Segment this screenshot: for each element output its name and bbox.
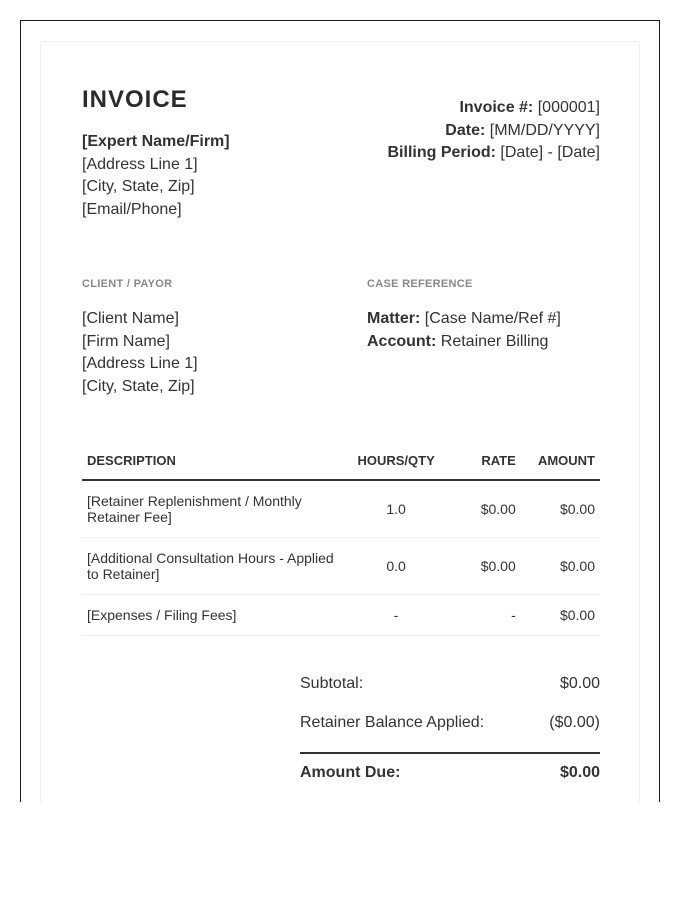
sender-name: [Expert Name/Firm] — [82, 133, 230, 150]
header-rate: RATE — [449, 442, 521, 480]
row-amount: $0.00 — [521, 480, 600, 538]
row-amount: $0.00 — [521, 595, 600, 636]
matter-row — [367, 308, 561, 331]
sender-address: [Address Line 1] — [82, 155, 198, 173]
header-hours: HOURS/QTY — [344, 442, 449, 480]
row-description: [Retainer Replenishment / Monthly Retainer Fee] — [82, 480, 344, 538]
account-value: Retainer Billing — [440, 332, 549, 350]
matter-value: [Case Name/Ref #] — [424, 310, 561, 327]
row-amount: $0.00 — [521, 538, 600, 595]
subtotal-label: Subtotal: — [300, 675, 364, 692]
header-description: DESCRIPTION — [82, 442, 344, 480]
retainer-applied-value: ($0.00) — [549, 714, 600, 731]
row-rate: - — [449, 595, 521, 636]
client-section-label: CLIENT / PAYOR — [82, 278, 173, 290]
line-items-table — [82, 442, 600, 636]
client-block — [82, 308, 198, 398]
row-rate: $0.00 — [449, 480, 521, 538]
amount-due-label: Amount Due: — [300, 764, 401, 781]
invoice-date-label: Date: — [445, 121, 486, 139]
invoice-number-value: [000001] — [537, 99, 600, 116]
table-row — [82, 595, 600, 636]
invoice-title: INVOICE — [82, 86, 188, 113]
subtotal-row — [300, 675, 600, 697]
case-section-label: CASE REFERENCE — [367, 278, 473, 290]
header-amount: AMOUNT — [521, 442, 600, 480]
row-rate: $0.00 — [449, 538, 521, 595]
account-label: Account: — [367, 332, 437, 350]
amount-due-value: $0.00 — [559, 764, 600, 781]
billing-period-value: [Date] - [Date] — [500, 144, 600, 161]
retainer-applied-row — [300, 714, 600, 736]
row-description: [Expenses / Filing Fees] — [82, 595, 344, 636]
client-name: [Client Name] — [82, 310, 179, 327]
invoice-number-label: Invoice #: — [459, 99, 534, 116]
invoice-number-row — [388, 97, 601, 120]
totals-divider — [300, 752, 600, 754]
sender-block — [82, 131, 230, 221]
case-block — [367, 308, 561, 353]
matter-label: Matter: — [367, 310, 421, 327]
table-row — [82, 538, 600, 595]
invoice-meta — [388, 97, 601, 165]
row-description: [Additional Consultation Hours - Applied to Retainer] — [82, 538, 344, 595]
billing-period-row — [388, 142, 601, 165]
row-hours: 0.0 — [344, 538, 449, 595]
subtotal-value: $0.00 — [559, 675, 600, 692]
sender-contact: [Email/Phone] — [82, 200, 182, 218]
row-hours: 1.0 — [344, 480, 449, 538]
client-firm: [Firm Name] — [82, 332, 170, 350]
row-hours: - — [344, 595, 449, 636]
billing-period-label: Billing Period: — [387, 144, 496, 161]
invoice-date-value: [MM/DD/YYYY] — [489, 121, 600, 139]
sender-city: [City, State, Zip] — [82, 178, 195, 195]
amount-due-row — [300, 764, 600, 786]
table-row — [82, 480, 600, 538]
account-row — [367, 331, 561, 354]
retainer-applied-label: Retainer Balance Applied: — [300, 714, 485, 731]
client-address: [Address Line 1] — [82, 355, 198, 372]
table-header-row — [82, 442, 600, 480]
client-city: [City, State, Zip] — [82, 377, 195, 395]
invoice-date-row — [388, 120, 601, 143]
